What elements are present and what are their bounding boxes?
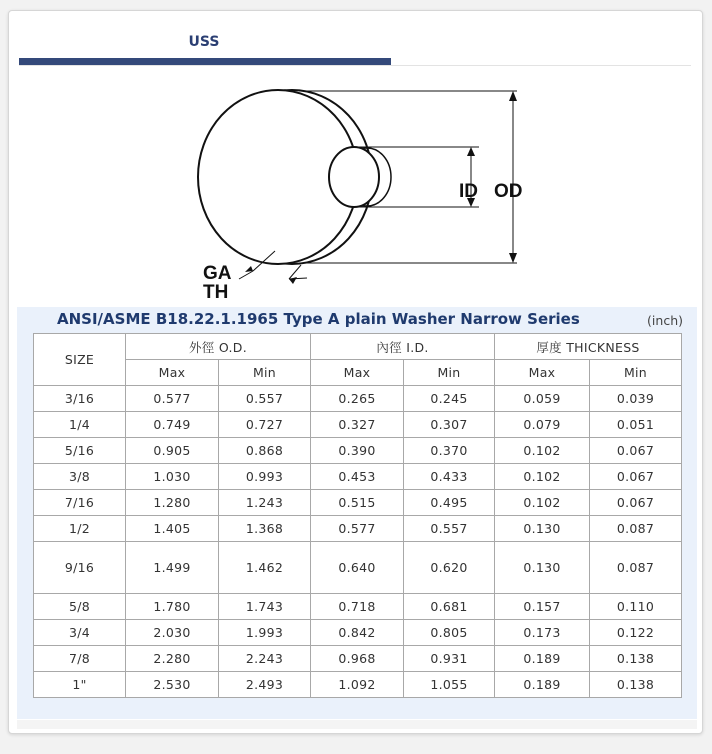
table-title: ANSI/ASME B18.22.1.1965 Type A plain Washer Narrow Series	[57, 310, 580, 328]
cell-od-min: 0.727	[219, 412, 311, 438]
cell-od-max: 1.030	[126, 464, 219, 490]
cell-od-min: 1.368	[219, 516, 311, 542]
table-row	[34, 646, 682, 672]
cell-id-max: 0.390	[311, 438, 404, 464]
table-row	[34, 516, 682, 542]
table-row	[34, 542, 682, 594]
cell-od-min: 2.493	[219, 672, 311, 698]
cell-od-max: 0.577	[126, 386, 219, 412]
cell-od-max: 2.030	[126, 620, 219, 646]
table-row	[34, 386, 682, 412]
cell-th-min: 0.138	[590, 646, 682, 672]
header-od: 外徑 O.D.	[126, 334, 311, 360]
cell-id-max: 0.265	[311, 386, 404, 412]
cell-id-max: 0.718	[311, 594, 404, 620]
cell-id-min: 0.370	[404, 438, 495, 464]
cell-od-max: 1.405	[126, 516, 219, 542]
cell-th-max: 0.102	[495, 464, 590, 490]
cell-size: 3/4	[34, 620, 126, 646]
cell-size: 7/16	[34, 490, 126, 516]
cell-id-min: 0.245	[404, 386, 495, 412]
cell-size: 1"	[34, 672, 126, 698]
washer-diagram	[189, 89, 529, 303]
cell-th-max: 0.102	[495, 438, 590, 464]
cell-id-min: 0.495	[404, 490, 495, 516]
table-row	[34, 490, 682, 516]
cell-od-max: 2.530	[126, 672, 219, 698]
th-label: TH	[203, 282, 229, 303]
spec-table-panel	[17, 307, 697, 719]
cell-id-max: 1.092	[311, 672, 404, 698]
cell-od-min: 0.557	[219, 386, 311, 412]
header-od-min: Min	[219, 360, 311, 386]
cell-od-max: 2.280	[126, 646, 219, 672]
cell-od-max: 0.905	[126, 438, 219, 464]
header-th-min: Min	[590, 360, 682, 386]
cell-size: 5/16	[34, 438, 126, 464]
header-id-max: Max	[311, 360, 404, 386]
cell-id-min: 1.055	[404, 672, 495, 698]
cell-od-min: 1.243	[219, 490, 311, 516]
cell-id-max: 0.327	[311, 412, 404, 438]
cell-th-min: 0.087	[590, 516, 682, 542]
cell-th-max: 0.102	[495, 490, 590, 516]
cell-th-min: 0.087	[590, 542, 682, 594]
cell-th-min: 0.039	[590, 386, 682, 412]
cell-id-max: 0.577	[311, 516, 404, 542]
table-row	[34, 672, 682, 698]
footer-strip	[17, 720, 697, 729]
cell-th-max: 0.157	[495, 594, 590, 620]
cell-size: 9/16	[34, 542, 126, 594]
id-label: ID	[459, 181, 478, 202]
cell-od-min: 0.993	[219, 464, 311, 490]
cell-od-max: 1.780	[126, 594, 219, 620]
table-row	[34, 594, 682, 620]
cell-th-min: 0.067	[590, 490, 682, 516]
cell-id-min: 0.433	[404, 464, 495, 490]
cell-id-max: 0.842	[311, 620, 404, 646]
cell-id-min: 0.681	[404, 594, 495, 620]
cell-size: 1/4	[34, 412, 126, 438]
cell-od-max: 0.749	[126, 412, 219, 438]
cell-th-max: 0.130	[495, 516, 590, 542]
header-id-min: Min	[404, 360, 495, 386]
cell-od-min: 1.743	[219, 594, 311, 620]
cell-size: 3/16	[34, 386, 126, 412]
cell-od-min: 0.868	[219, 438, 311, 464]
divider	[19, 65, 691, 66]
table-row	[34, 620, 682, 646]
cell-size: 3/8	[34, 464, 126, 490]
cell-id-min: 0.620	[404, 542, 495, 594]
cell-id-max: 0.640	[311, 542, 404, 594]
cell-th-min: 0.051	[590, 412, 682, 438]
section-title-underline	[19, 58, 391, 65]
cell-th-min: 0.067	[590, 464, 682, 490]
cell-od-min: 1.462	[219, 542, 311, 594]
cell-size: 1/2	[34, 516, 126, 542]
content-card	[8, 10, 703, 734]
cell-id-min: 0.557	[404, 516, 495, 542]
section-title: USS	[188, 34, 220, 50]
cell-id-max: 0.968	[311, 646, 404, 672]
cell-id-max: 0.453	[311, 464, 404, 490]
cell-od-min: 2.243	[219, 646, 311, 672]
ga-label: GA	[203, 263, 232, 284]
cell-th-max: 0.130	[495, 542, 590, 594]
cell-th-max: 0.189	[495, 646, 590, 672]
header-thickness: 厚度 THICKNESS	[495, 334, 682, 360]
cell-th-max: 0.189	[495, 672, 590, 698]
unit-label: (inch)	[647, 313, 683, 328]
cell-th-min: 0.122	[590, 620, 682, 646]
washer-hole	[329, 147, 379, 207]
table-row	[34, 438, 682, 464]
od-label: OD	[494, 181, 523, 202]
cell-id-min: 0.307	[404, 412, 495, 438]
cell-od-max: 1.499	[126, 542, 219, 594]
table-row	[34, 464, 682, 490]
cell-id-min: 0.931	[404, 646, 495, 672]
cell-od-max: 1.280	[126, 490, 219, 516]
cell-th-max: 0.059	[495, 386, 590, 412]
cell-th-max: 0.079	[495, 412, 590, 438]
cell-size: 7/8	[34, 646, 126, 672]
header-id: 內徑 I.D.	[311, 334, 495, 360]
cell-od-min: 1.993	[219, 620, 311, 646]
cell-id-max: 0.515	[311, 490, 404, 516]
cell-th-min: 0.067	[590, 438, 682, 464]
header-th-max: Max	[495, 360, 590, 386]
cell-size: 5/8	[34, 594, 126, 620]
table-body	[34, 386, 682, 698]
cell-id-min: 0.805	[404, 620, 495, 646]
cell-th-min: 0.138	[590, 672, 682, 698]
header-size: SIZE	[34, 334, 126, 386]
header-od-max: Max	[126, 360, 219, 386]
cell-th-min: 0.110	[590, 594, 682, 620]
washer-spec-table	[33, 333, 682, 698]
table-row	[34, 412, 682, 438]
cell-th-max: 0.173	[495, 620, 590, 646]
